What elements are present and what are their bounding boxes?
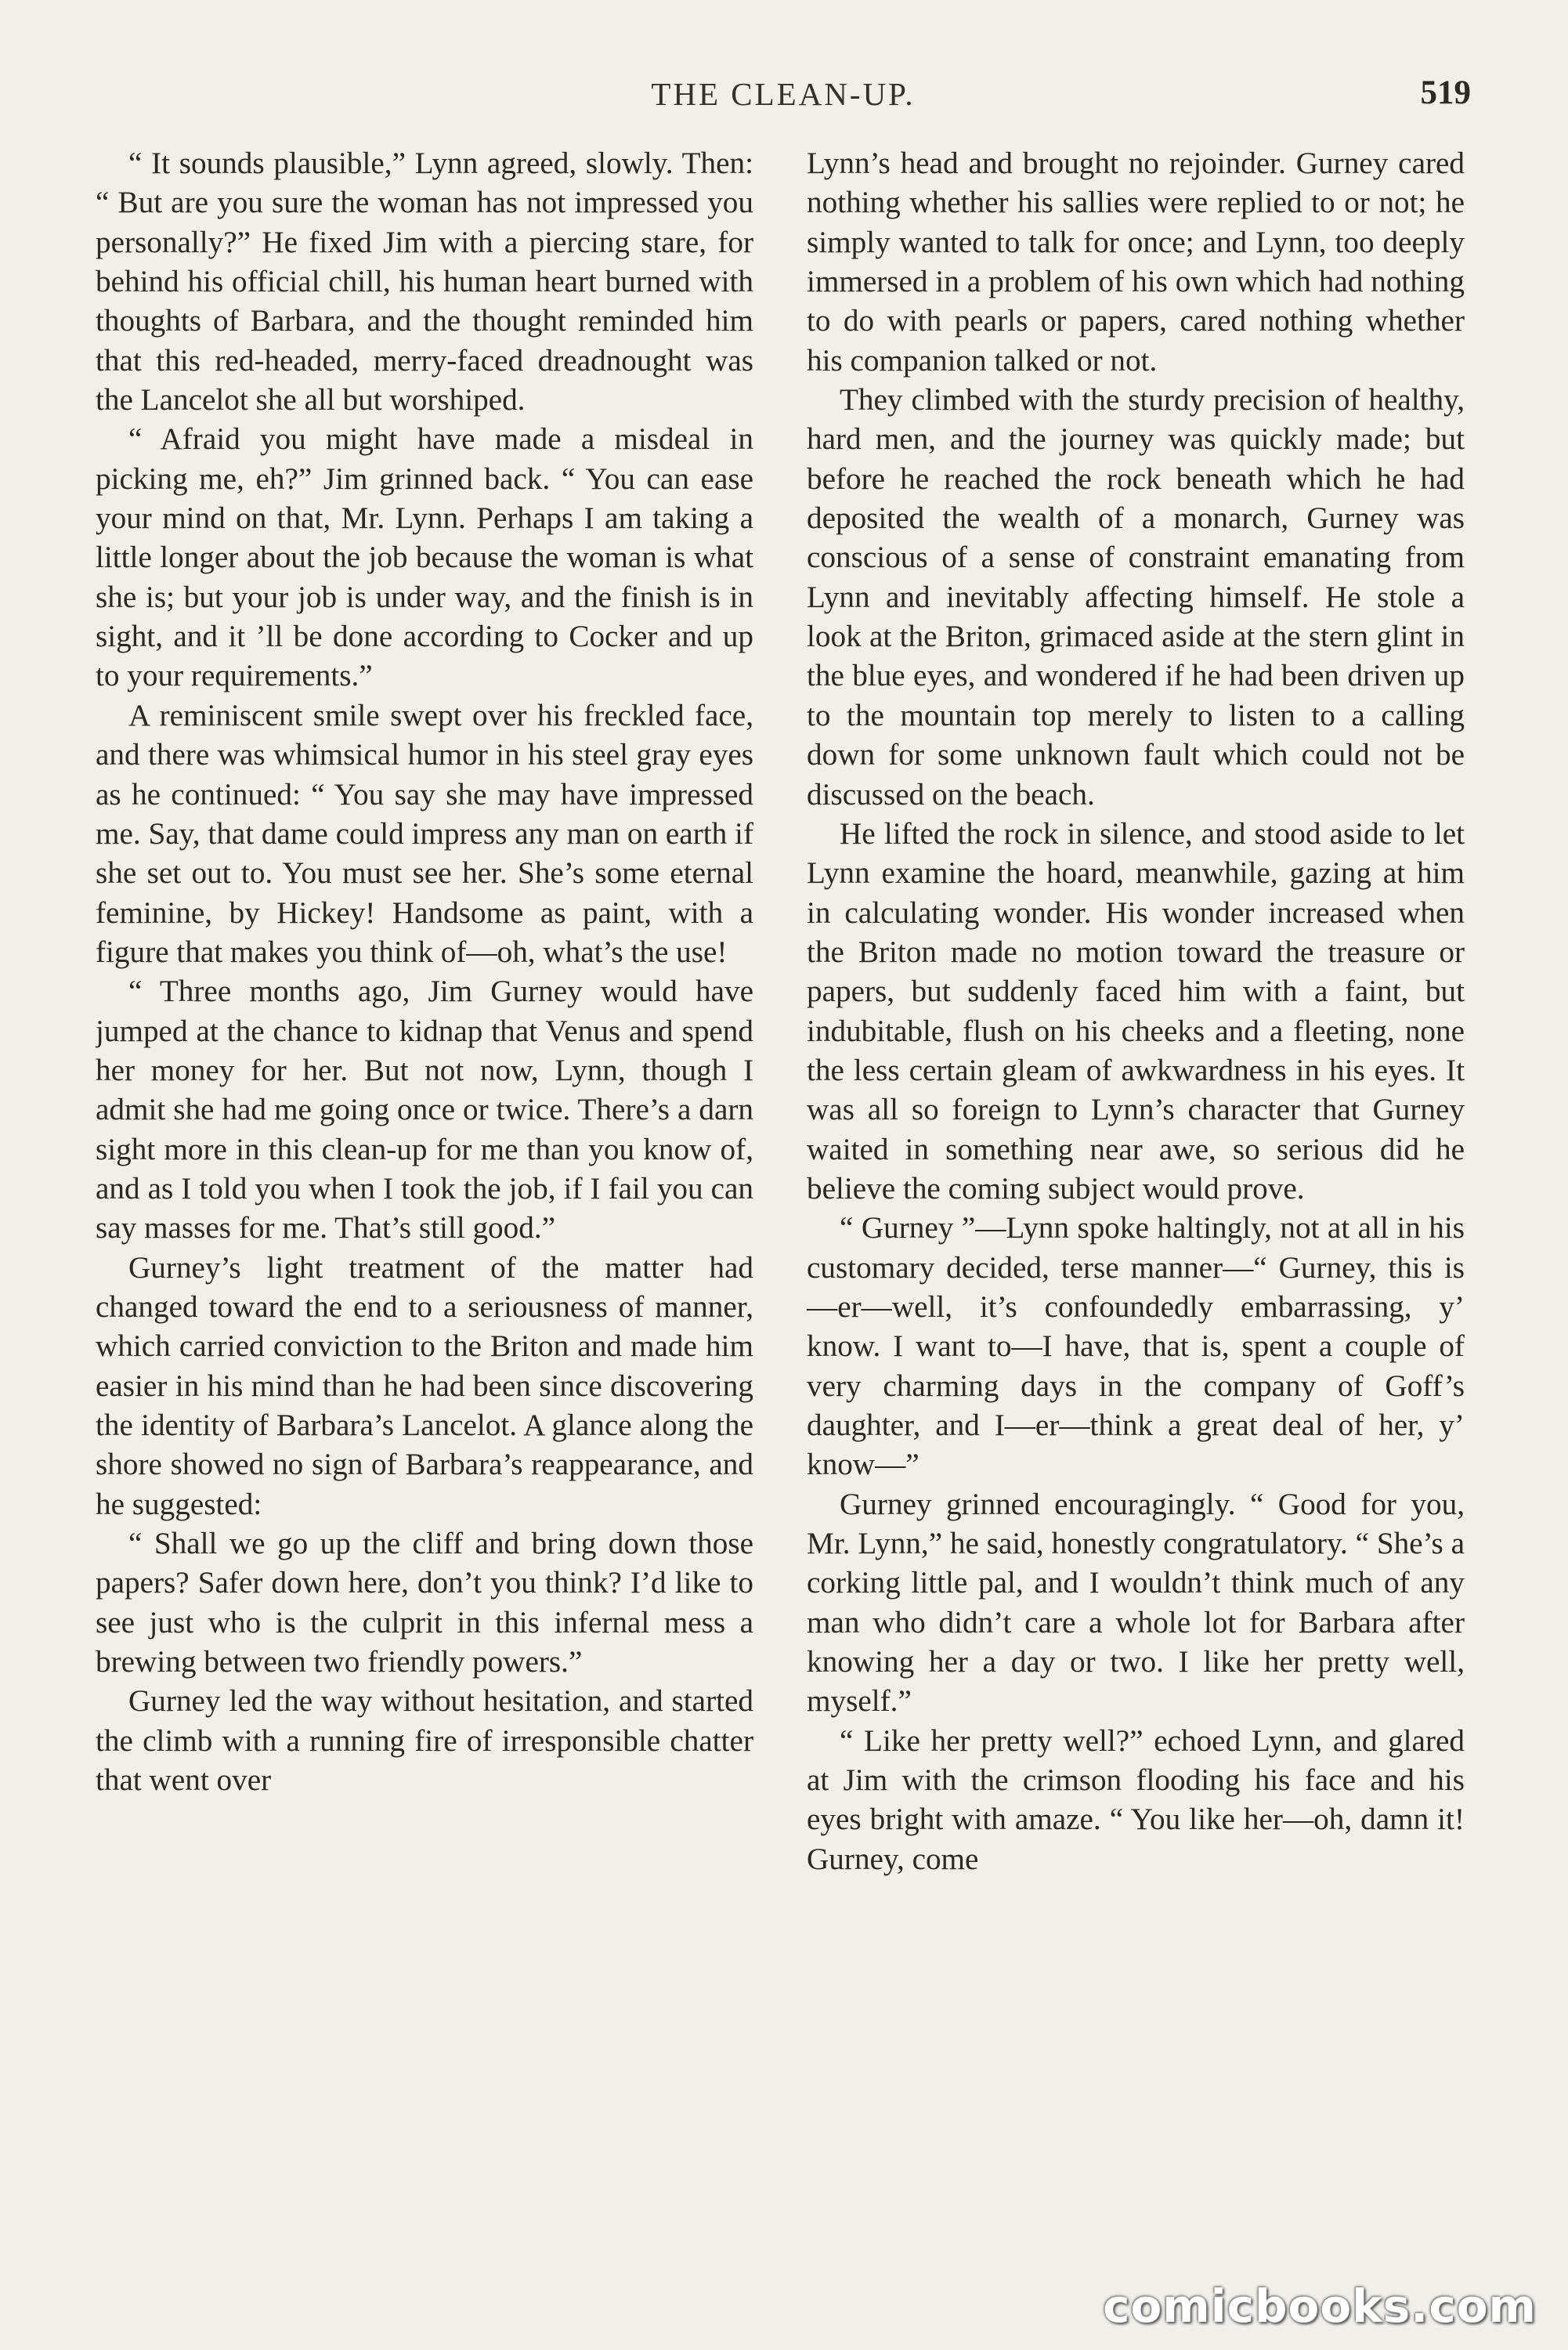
paragraph: “ Shall we go up the cliff and bring down those papers? Safer down here, don’t you think? I’d like to see just who is the culprit in this infernal mess a brewing between two friendly powers.” bbox=[96, 1527, 753, 1679]
paragraph: A reminiscent smile swept over his freckled face, and there was whimsical humor in his steel gray eyes as he continued: “ You say she may have impressed me. Say, that dame could impress any man on earth if she set out to. You must see her. She’s some eternal feminine, by Hickey! Handsome as paint, with a figure that makes you think of—oh, what’s the use! bbox=[96, 698, 753, 969]
right-column bbox=[807, 144, 1465, 2259]
page-number: 519 bbox=[1420, 74, 1471, 111]
paragraph: Gurney’s light treatment of the matter had changed toward the end to a seriousness of manner, which carried conviction to the Briton and made him easier in his mind than he had been since discovering the identity of Barbara’s Lancelot. A glance along the shore showed no sign of Barbara’s reappearance, and he suggested: bbox=[96, 1250, 753, 1521]
paragraph: They climbed with the sturdy precision of healthy, hard men, and the journey was quickly made; but before he reached the rock beneath which he had deposited the wealth of a monarch, Gurney was conscious of a sense of constraint emanating from Lynn and inevitably affecting himself. He stole a look at the Briton, grimaced aside at the stern glint in the blue eyes, and wondered if he had been driven up to the mountain top merely to listen to a calling down for some unknown fault which could not be discussed on the beach. bbox=[807, 383, 1465, 812]
paragraph: Gurney led the way without hesitation, and started the climb with a running fire of irresponsible chatter that went over bbox=[96, 1684, 753, 1798]
paragraph: Gurney grinned encouragingly. “ Good for you, Mr. Lynn,” he said, honestly congratulatory. “ She’s a corking little pal, and I wouldn’t think much of any man who didn’t care a whole lot for Barbara after knowing her a day or two. I like her pretty well, myself.” bbox=[807, 1487, 1465, 1719]
paragraph: “ Gurney ”—Lynn spoke haltingly, not at all in his customary decided, terse manner—“ Gurney, this is—er—well, it’s confoundedly embarrassing, y’ know. I want to—I have, that is, spent a couple of very charming days in the company of Goff’s daughter, and I—er—think a great deal of her, y’ know—” bbox=[807, 1211, 1465, 1482]
paragraph: “ Afraid you might have made a misdeal in picking me, eh?” Jim grinned back. “ You can ease your mind on that, Mr. Lynn. Perhaps I am taking a little longer about the job because the woman is what she is; but your job is under way, and the finish is in sight, and it ’ll be done according to Cocker and up to your requirements.” bbox=[96, 422, 753, 693]
watermark: comicbooks.com bbox=[1103, 2280, 1537, 2333]
paragraph: He lifted the rock in silence, and stood aside to let Lynn examine the hoard, meanwhile, gazing at him in calculating wonder. His wonder increased when the Briton made no motion toward the treasure or papers, but suddenly faced him with a faint, but indubitable, flush on his cheeks and a fleeting, none the less certain gleam of awkwardness in his eyes. It was all so foreign to Lynn’s character that Gurney waited in something near awe, so serious did he believe the coming subject would prove. bbox=[807, 816, 1465, 1206]
paragraph: “ Three months ago, Jim Gurney would have jumped at the chance to kidnap that Venus and spend her money for her. But not now, Lynn, though I admit she had me going once or twice. There’s a darn sight more in this clean-up for me than you know of, and as I told you when I took the job, if I fail you can say masses for me. That’s still good.” bbox=[96, 974, 753, 1246]
paragraph: “ It sounds plausible,” Lynn agreed, slowly. Then: “ But are you sure the woman has not impressed you personally?” He fixed Jim with a piercing stare, for behind his official chill, his human heart burned with thoughts of Barbara, and the thought reminded him that this red-headed, merry-faced dreadnought was the Lancelot she all but worshiped. bbox=[96, 146, 753, 418]
running-title: THE CLEAN-UP. bbox=[651, 76, 916, 112]
page-header bbox=[96, 75, 1471, 122]
paragraph: “ Like her pretty well?” echoed Lynn, and glared at Jim with the crimson flooding his face and his eyes bright with amaze. “ You like her—oh, damn it! Gurney, come bbox=[807, 1723, 1465, 1876]
paragraph-continuation: Lynn’s head and brought no rejoinder. Gurney cared nothing whether his sallies were replied to or not; he simply wanted to talk for once; and Lynn, too deeply immersed in a problem of his own which had nothing to do with pearls or papers, cared nothing whether his companion talked or not. bbox=[807, 146, 1465, 378]
left-column bbox=[96, 144, 753, 2259]
